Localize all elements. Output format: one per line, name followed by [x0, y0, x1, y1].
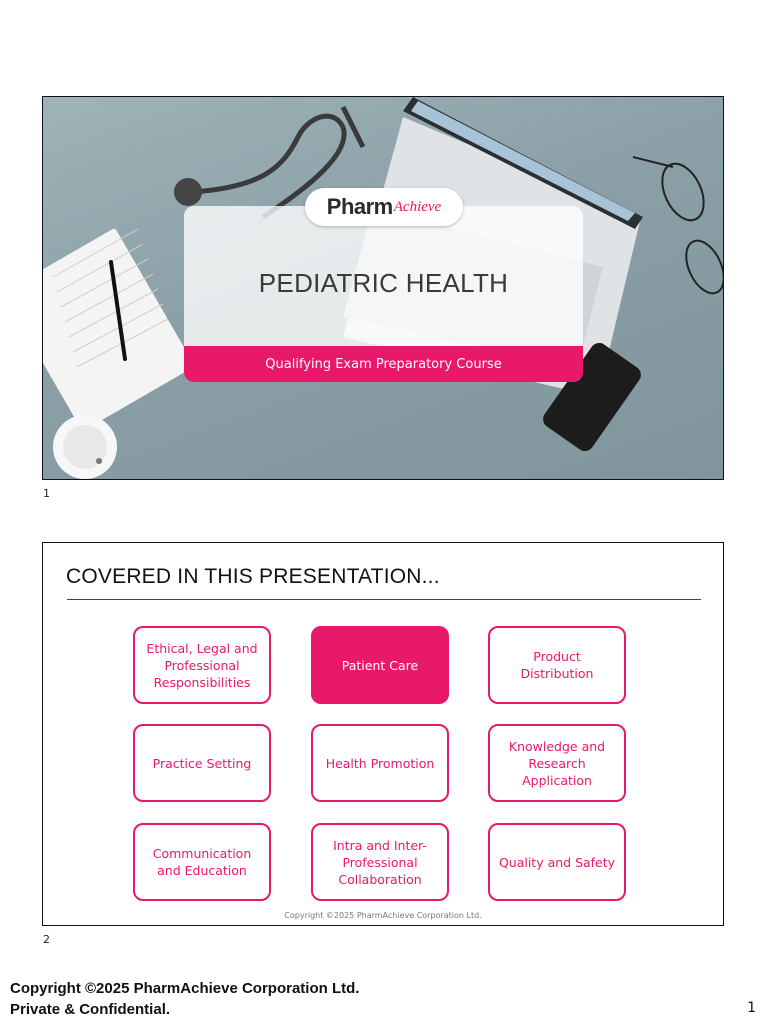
notebook-illustration [43, 228, 195, 432]
page-number: 1 [747, 1000, 756, 1016]
stethoscope-bell-illustration [174, 178, 202, 206]
topic-quality-safety: Quality and Safety [488, 823, 626, 901]
slide-title: PEDIATRIC HEALTH [258, 268, 509, 298]
agenda-heading: COVERED IN THIS PRESENTATION... [66, 565, 440, 588]
title-slide [42, 96, 724, 480]
slide-number-2: 2 [43, 933, 50, 946]
logo-script-wordmark: Achieve [393, 198, 442, 215]
topic-communication-education: Communication and Education [133, 823, 271, 901]
slide-copyright: Copyright ©2025 PharmAchieve Corporation Ltd. [284, 911, 482, 920]
topic-practice-setting: Practice Setting [133, 724, 271, 802]
pharmachieve-logo [305, 188, 463, 226]
coffee-cup-illustration [53, 415, 117, 479]
topic-product-distribution: Product Distribution [488, 626, 626, 704]
topic-collaboration: Intra and Inter-Professional Collaboration [311, 823, 449, 901]
slide-subtitle: Qualifying Exam Preparatory Course [265, 356, 502, 372]
subtitle-band [184, 346, 583, 382]
topic-health-promotion: Health Promotion [311, 724, 449, 802]
topic-knowledge-research: Knowledge and Research Application [488, 724, 626, 802]
title-card [184, 206, 583, 382]
topic-patient-care: Patient Care [311, 626, 449, 704]
page-footer [10, 978, 359, 1020]
glasses-illustration [633, 157, 724, 299]
footer-confidential: Private & Confidential. [10, 1001, 171, 1018]
topic-ethical-legal: Ethical, Legal and Professional Responsibilities [133, 626, 271, 704]
heading-divider [67, 599, 701, 600]
agenda-slide [42, 542, 724, 926]
footer-copyright: Copyright ©2025 PharmAchieve Corporation Ltd. [10, 980, 360, 997]
logo-wordmark: Pharm [326, 194, 393, 219]
slide-number-1: 1 [43, 487, 50, 500]
